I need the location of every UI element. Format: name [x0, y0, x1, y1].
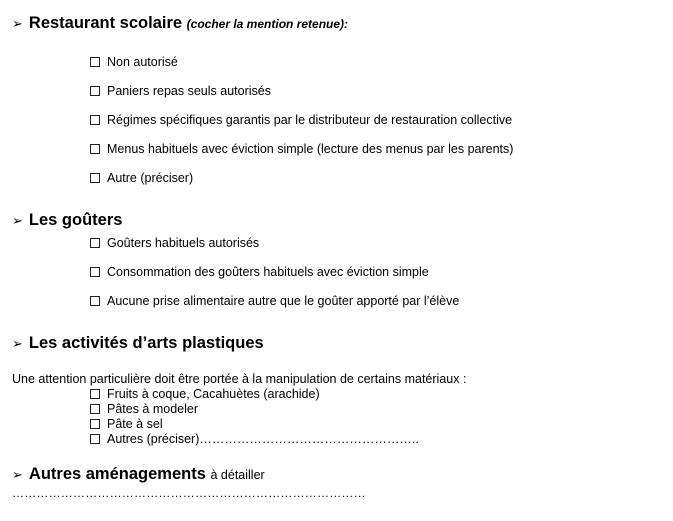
- heading-title: Restaurant scolaire: [28, 14, 183, 32]
- heading-restaurant-scolaire: [12, 14, 348, 33]
- option-label: Autre (préciser): [107, 171, 194, 185]
- arts-intro-text: Une attention particulière doit être portée à la manipulation de certains matériaux :: [12, 372, 467, 386]
- checkbox-option[interactable]: [90, 171, 193, 185]
- heading-note: cocher la mention retenue: [190, 17, 341, 31]
- heading-title: Autres aménagements: [28, 465, 206, 483]
- option-label: Non autorisé: [107, 55, 178, 69]
- arrow-bullet-icon: ➢: [12, 336, 23, 351]
- checkbox-icon[interactable]: [90, 296, 100, 306]
- heading-autres-amenagements: [12, 465, 265, 484]
- option-label: Pâtes à modeler: [107, 402, 199, 416]
- heading-title: Les goûters: [28, 211, 123, 229]
- checkbox-icon[interactable]: [90, 57, 100, 67]
- checkbox-icon[interactable]: [90, 267, 100, 277]
- arrow-bullet-icon: ➢: [12, 467, 23, 482]
- checkbox-option[interactable]: [90, 432, 419, 446]
- checkbox-option[interactable]: [90, 142, 513, 156]
- heading-title: Les activités d’arts plastiques: [28, 334, 264, 352]
- checkbox-option[interactable]: [90, 84, 271, 98]
- checkbox-icon[interactable]: [90, 173, 100, 183]
- checkbox-option[interactable]: [90, 113, 512, 127]
- checkbox-option[interactable]: [90, 55, 178, 69]
- checkbox-option[interactable]: [90, 402, 198, 416]
- heading-suffix: à détailler: [210, 468, 265, 482]
- checkbox-icon[interactable]: [90, 389, 100, 399]
- heading-note-close: ):: [340, 17, 349, 31]
- checkbox-icon[interactable]: [90, 86, 100, 96]
- heading-note-open: (: [186, 17, 191, 31]
- option-label: Consommation des goûters habituels avec éviction simple: [107, 265, 429, 279]
- option-label: Menus habituels avec éviction simple (lecture des menus par les parents): [107, 142, 514, 156]
- checkbox-icon[interactable]: [90, 404, 100, 414]
- checkbox-icon[interactable]: [90, 434, 100, 444]
- option-label: Fruits à coque, Cacahuètes (arachide): [107, 387, 320, 401]
- checkbox-icon[interactable]: [90, 238, 100, 248]
- checkbox-option[interactable]: [90, 387, 320, 401]
- option-label: Régimes spécifiques garantis par le distributeur de restauration collective: [107, 113, 513, 127]
- checkbox-option[interactable]: [90, 294, 459, 308]
- heading-les-gouters: [12, 211, 122, 230]
- heading-arts-plastiques: [12, 334, 264, 353]
- checkbox-option[interactable]: [90, 265, 429, 279]
- checkbox-icon[interactable]: [90, 419, 100, 429]
- option-label: Paniers repas seuls autorisés: [107, 84, 271, 98]
- option-label: Autres (préciser)……………………………………………..: [107, 432, 419, 446]
- checkbox-icon[interactable]: [90, 115, 100, 125]
- arrow-bullet-icon: ➢: [12, 16, 23, 31]
- checkbox-option[interactable]: [90, 236, 259, 250]
- option-label: Goûters habituels autorisés: [107, 236, 260, 250]
- arrow-bullet-icon: ➢: [12, 213, 23, 228]
- fill-in-dotted-line[interactable]: ……………………………………………………………………………: [12, 486, 366, 500]
- option-label: Pâte à sel: [107, 417, 163, 431]
- checkbox-icon[interactable]: [90, 144, 100, 154]
- option-label: Aucune prise alimentaire autre que le goûter apporté par l’élève: [107, 294, 460, 308]
- checkbox-option[interactable]: [90, 417, 163, 431]
